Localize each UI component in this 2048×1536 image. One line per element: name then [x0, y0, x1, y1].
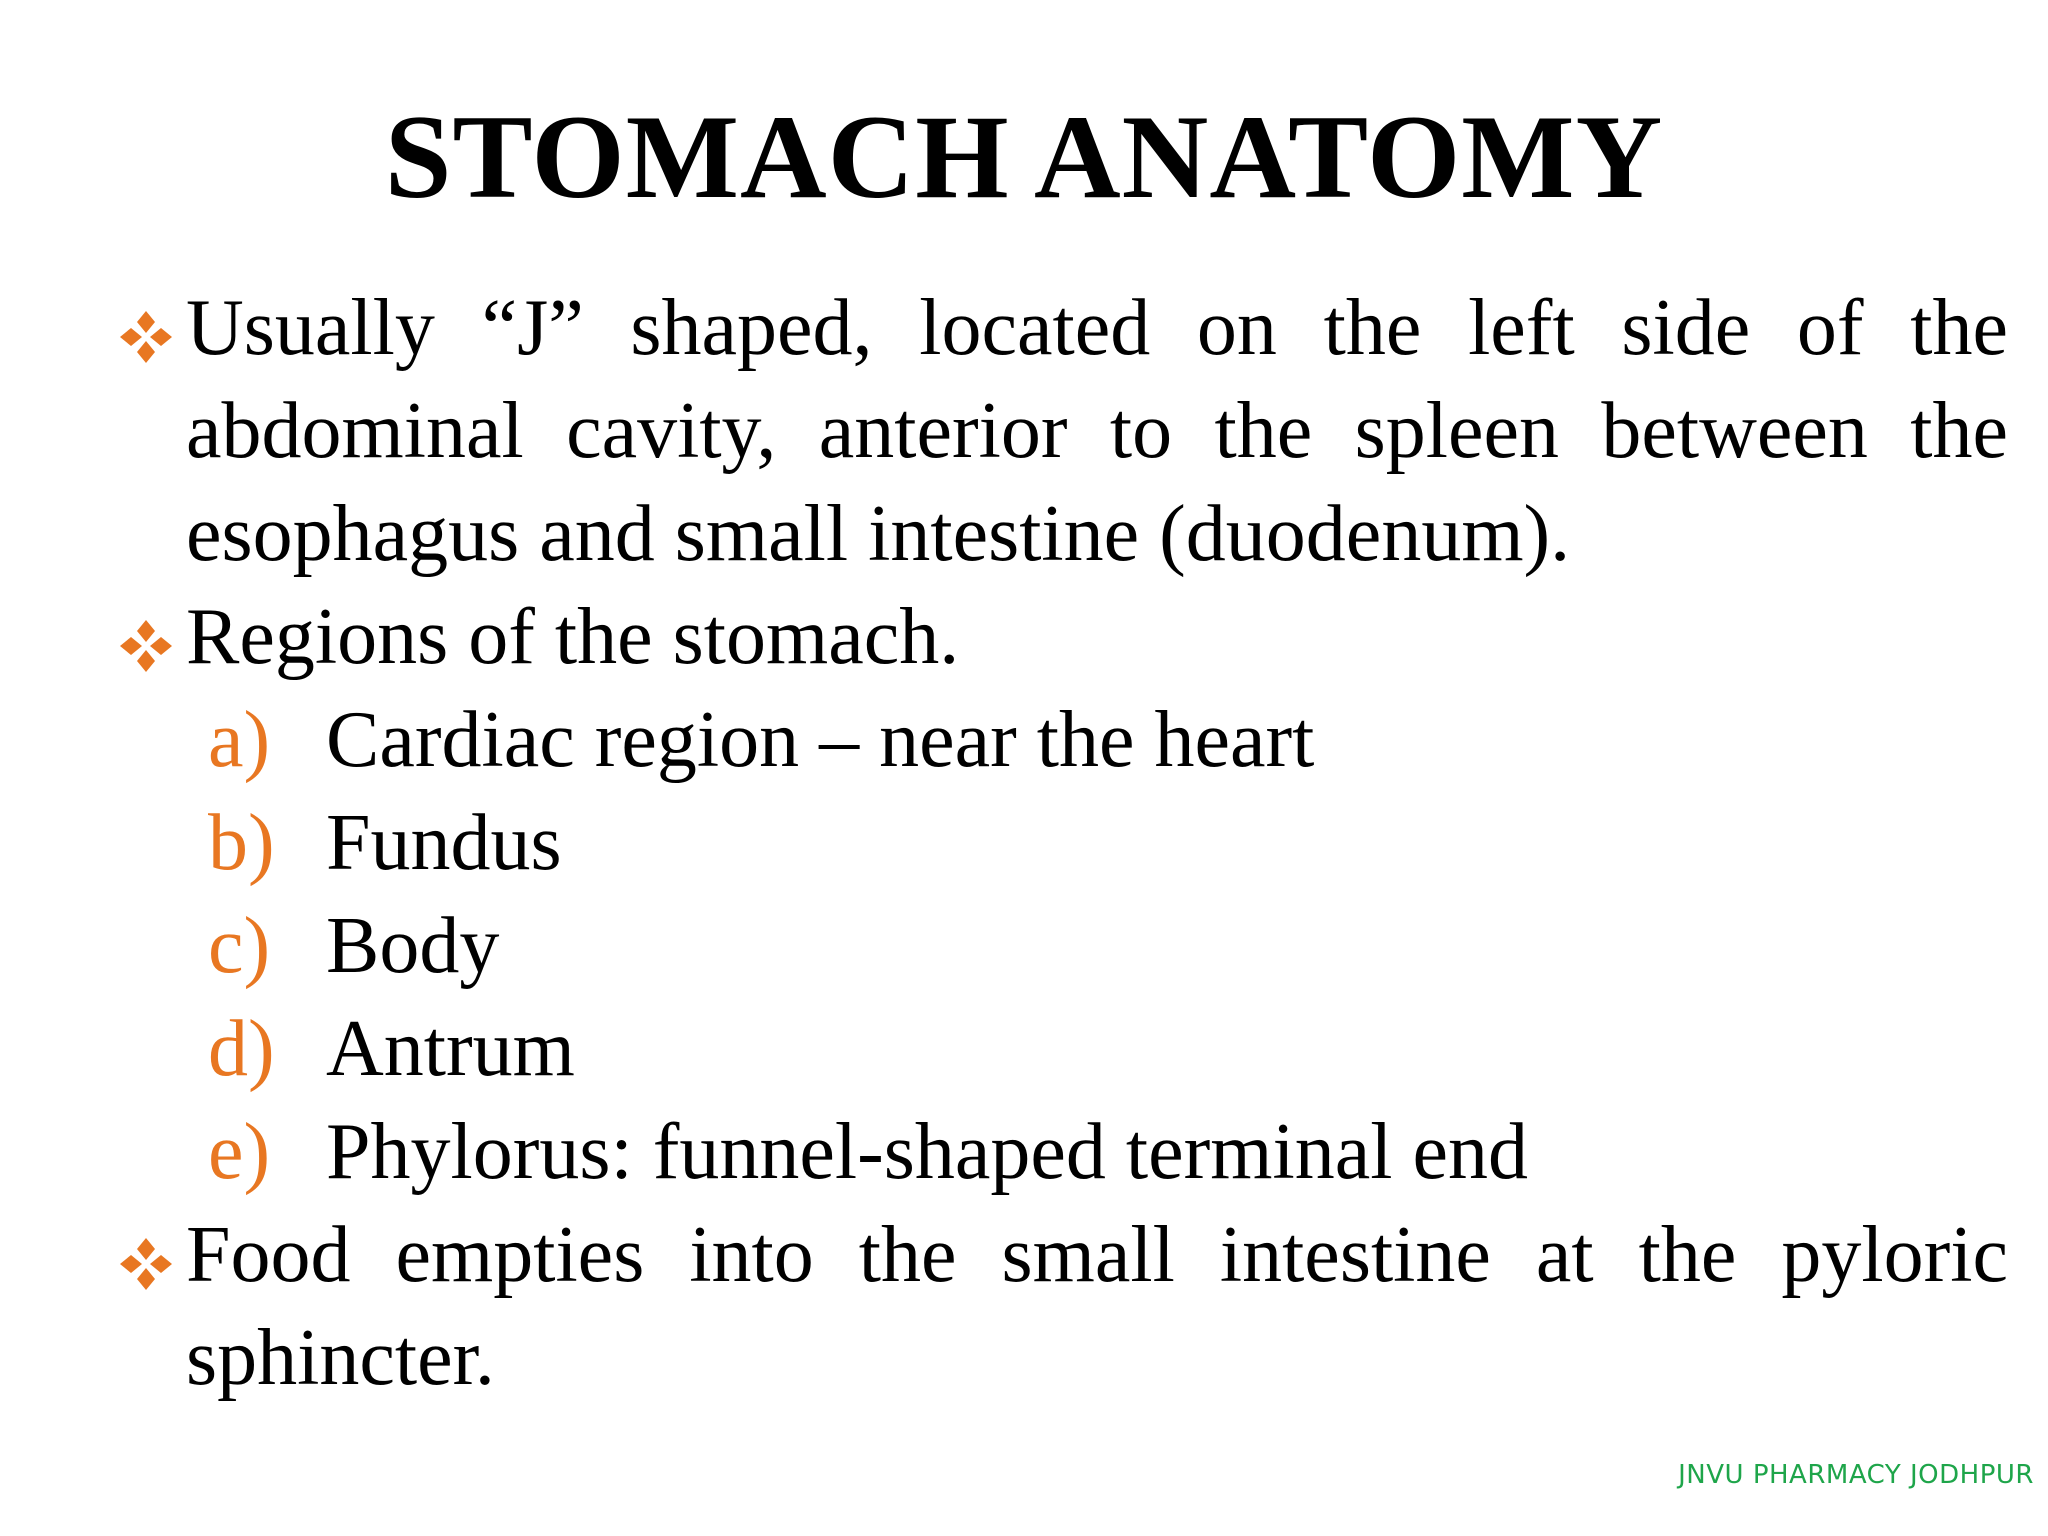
bullet-text: Food empties into the small intestine at the pyloric sphincter. — [186, 1211, 2008, 1402]
slide-title: STOMACH ANATOMY — [384, 90, 1664, 223]
regions-list — [108, 689, 2008, 1204]
diamond-cluster-icon — [116, 616, 176, 676]
list-item-text: Fundus — [326, 799, 562, 887]
bullet-item — [108, 1204, 2008, 1410]
list-item — [108, 998, 2008, 1101]
list-item-marker: d) — [208, 1005, 275, 1093]
list-item-text: Antrum — [326, 1005, 575, 1093]
list-item — [108, 895, 2008, 998]
list-item-text: Body — [326, 902, 500, 990]
list-item — [108, 689, 2008, 792]
list-item-marker: c) — [208, 902, 271, 990]
list-item — [108, 792, 2008, 895]
list-item-marker: b) — [208, 799, 275, 887]
slide-content — [108, 277, 2008, 1410]
list-item-text: Cardiac region – near the heart — [326, 696, 1315, 784]
bullet-text: Usually “J” shaped, located on the left side of the abdominal cavity, anterior to the spleen between the esophagus and small intestine (duodenum). — [186, 284, 2008, 578]
diamond-cluster-icon — [116, 307, 176, 367]
bullet-item — [108, 277, 2008, 586]
bullet-text: Regions of the stomach. — [186, 593, 960, 681]
list-item-marker: a) — [208, 696, 271, 784]
list-item-text: Phylorus: funnel-shaped terminal end — [326, 1108, 1528, 1196]
list-item — [108, 1101, 2008, 1204]
list-item-marker: e) — [208, 1108, 271, 1196]
footer-credit: JNVU PHARMACY JODHPUR — [1678, 1460, 2034, 1490]
bullet-item — [108, 586, 2008, 689]
diamond-cluster-icon — [116, 1234, 176, 1294]
